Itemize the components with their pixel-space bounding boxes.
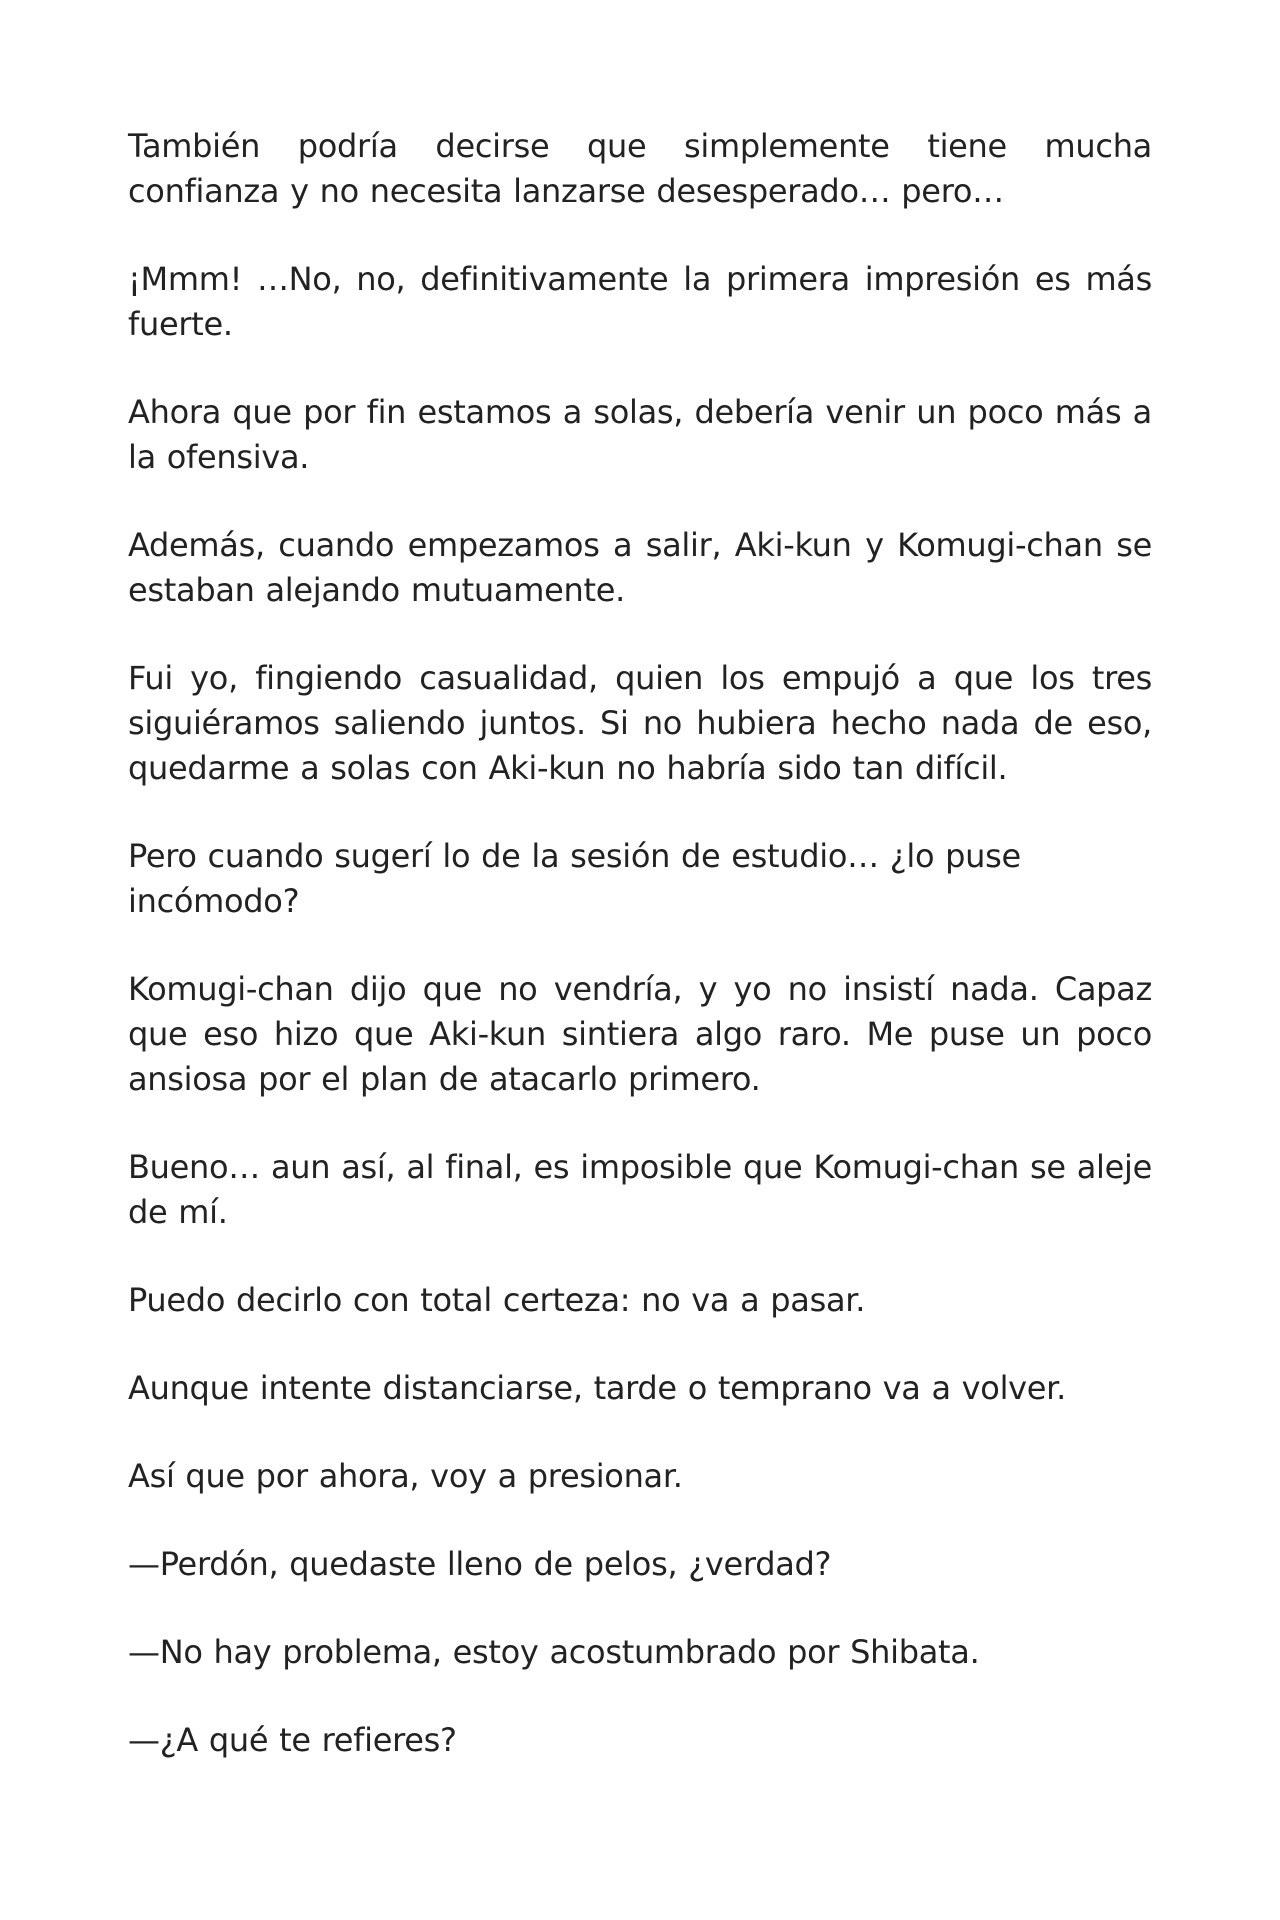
paragraph: También podría decirse que simplemente tiene mucha confianza y no necesita lanzarse desesperado… pero… — [128, 127, 1152, 210]
paragraph: Komugi-chan dijo que no vendría, y yo no insistí nada. Capaz que eso hizo que Aki-kun sintiera algo raro. Me puse un poco ansiosa por el plan de atacarlo primero. — [128, 970, 1152, 1098]
paragraph: Bueno… aun así, al final, es imposible que Komugi-chan se aleje de mí. — [128, 1148, 1152, 1231]
paragraph: Pero cuando sugerí lo de la sesión de estudio… ¿lo puse incómodo? — [128, 837, 1021, 920]
dialogue-line: —Perdón, quedaste lleno de pelos, ¿verdad? — [128, 1545, 832, 1583]
paragraph: Así que por ahora, voy a presionar. — [128, 1457, 683, 1495]
paragraph: Ahora que por fin estamos a solas, debería venir un poco más a la ofensiva. — [128, 393, 1152, 476]
paragraph: ¡Mmm! …No, no, definitivamente la primera impresión es más fuerte. — [128, 260, 1152, 343]
dialogue-line: —No hay problema, estoy acostumbrado por Shibata. — [128, 1633, 980, 1671]
dialogue-line: —¿A qué te refieres? — [128, 1721, 457, 1759]
paragraph: Puedo decirlo con total certeza: no va a pasar. — [128, 1281, 866, 1319]
paragraph: Además, cuando empezamos a salir, Aki-kun y Komugi-chan se estaban alejando mutuamente. — [128, 526, 1152, 609]
paragraph: Aunque intente distanciarse, tarde o temprano va a volver. — [128, 1369, 1066, 1407]
paragraph: Fui yo, fingiendo casualidad, quien los empujó a que los tres siguiéramos saliendo juntos. Si no hubiera hecho nada de eso, quedarme a solas con Aki-kun no habría sido tan difícil. — [128, 659, 1152, 787]
